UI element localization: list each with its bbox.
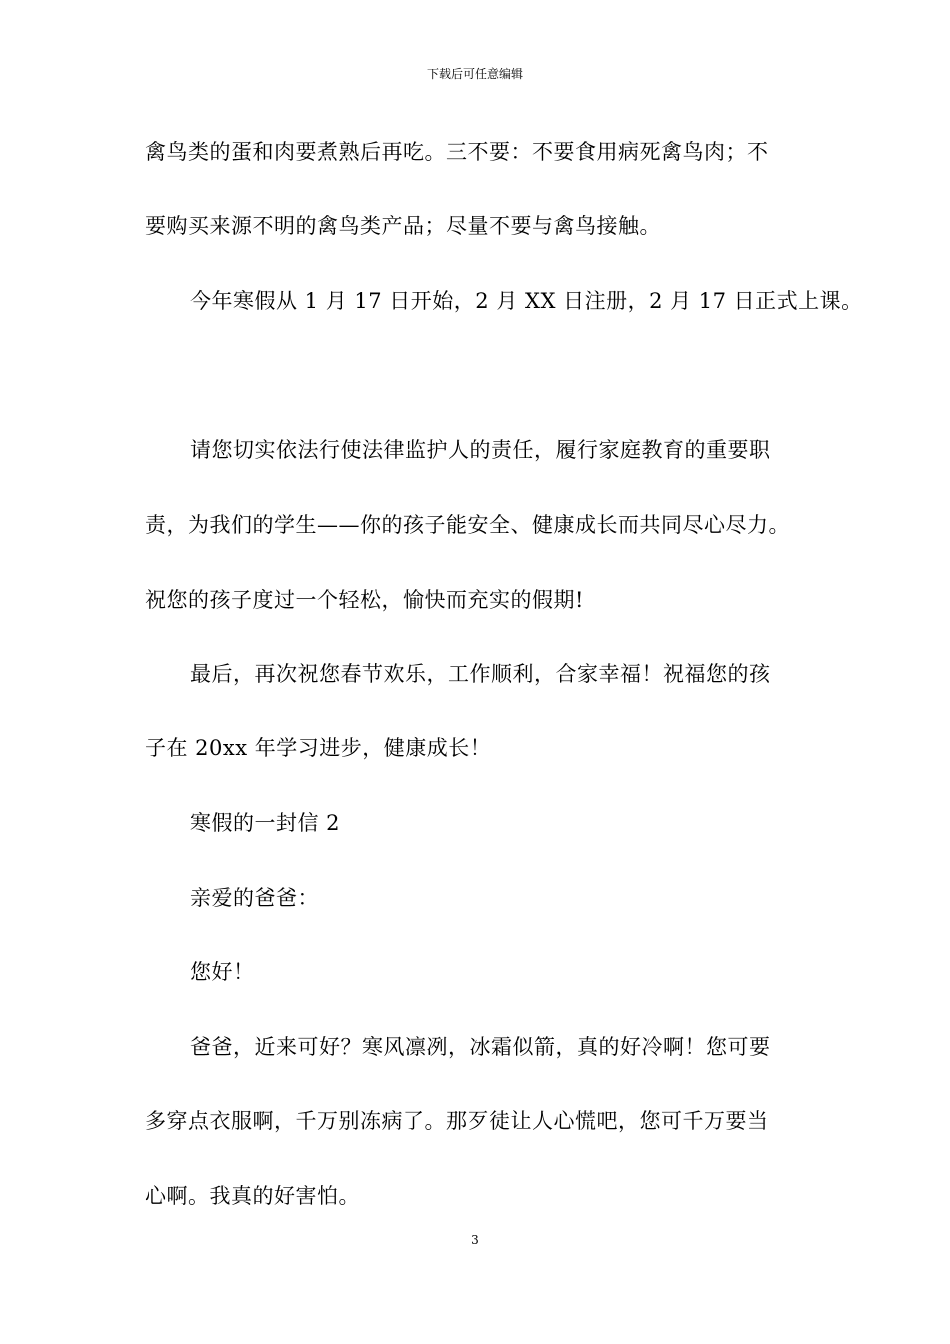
text-line: 多穿点衣服啊，千万别冻病了。那歹徒让人心慌吧，您可千万要当	[145, 1109, 769, 1133]
page-number: 3	[471, 1233, 479, 1247]
text-line: 祝您的孩子度过一个轻松，愉快而充实的假期!	[145, 588, 584, 612]
text-line: 禽鸟类的蛋和肉要煮熟后再吃。三不要：不要食用病死禽鸟肉；不	[145, 140, 769, 164]
text-line: 子在 20xx 年学习进步，健康成长！	[145, 736, 492, 760]
text-line: 今年寒假从 1 月 17 日开始，2 月 XX 日注册，2 月 17 日正式上课。	[190, 289, 863, 313]
salutation: 亲爱的爸爸：	[190, 886, 319, 910]
text-line: 心啊。我真的好害怕。	[145, 1184, 360, 1208]
text-line: 爸爸，近来可好？寒风凛冽，冰霜似箭，真的好冷啊！您可要	[190, 1035, 771, 1059]
text-line: 最后，再次祝您春节欢乐，工作顺利，合家幸福！祝福您的孩	[190, 662, 771, 686]
greeting: 您好！	[190, 960, 255, 984]
text-line: 责，为我们的学生——你的孩子能安全、健康成长而共同尽心尽力。	[145, 513, 790, 537]
text-line: 要购买来源不明的禽鸟类产品；尽量不要与禽鸟接触。	[145, 214, 661, 238]
text-line: 请您切实依法行使法律监护人的责任，履行家庭教育的重要职	[190, 438, 771, 462]
page-header: 下载后可任意编辑	[426, 67, 523, 81]
section-title: 寒假的一封信 2	[190, 811, 341, 835]
